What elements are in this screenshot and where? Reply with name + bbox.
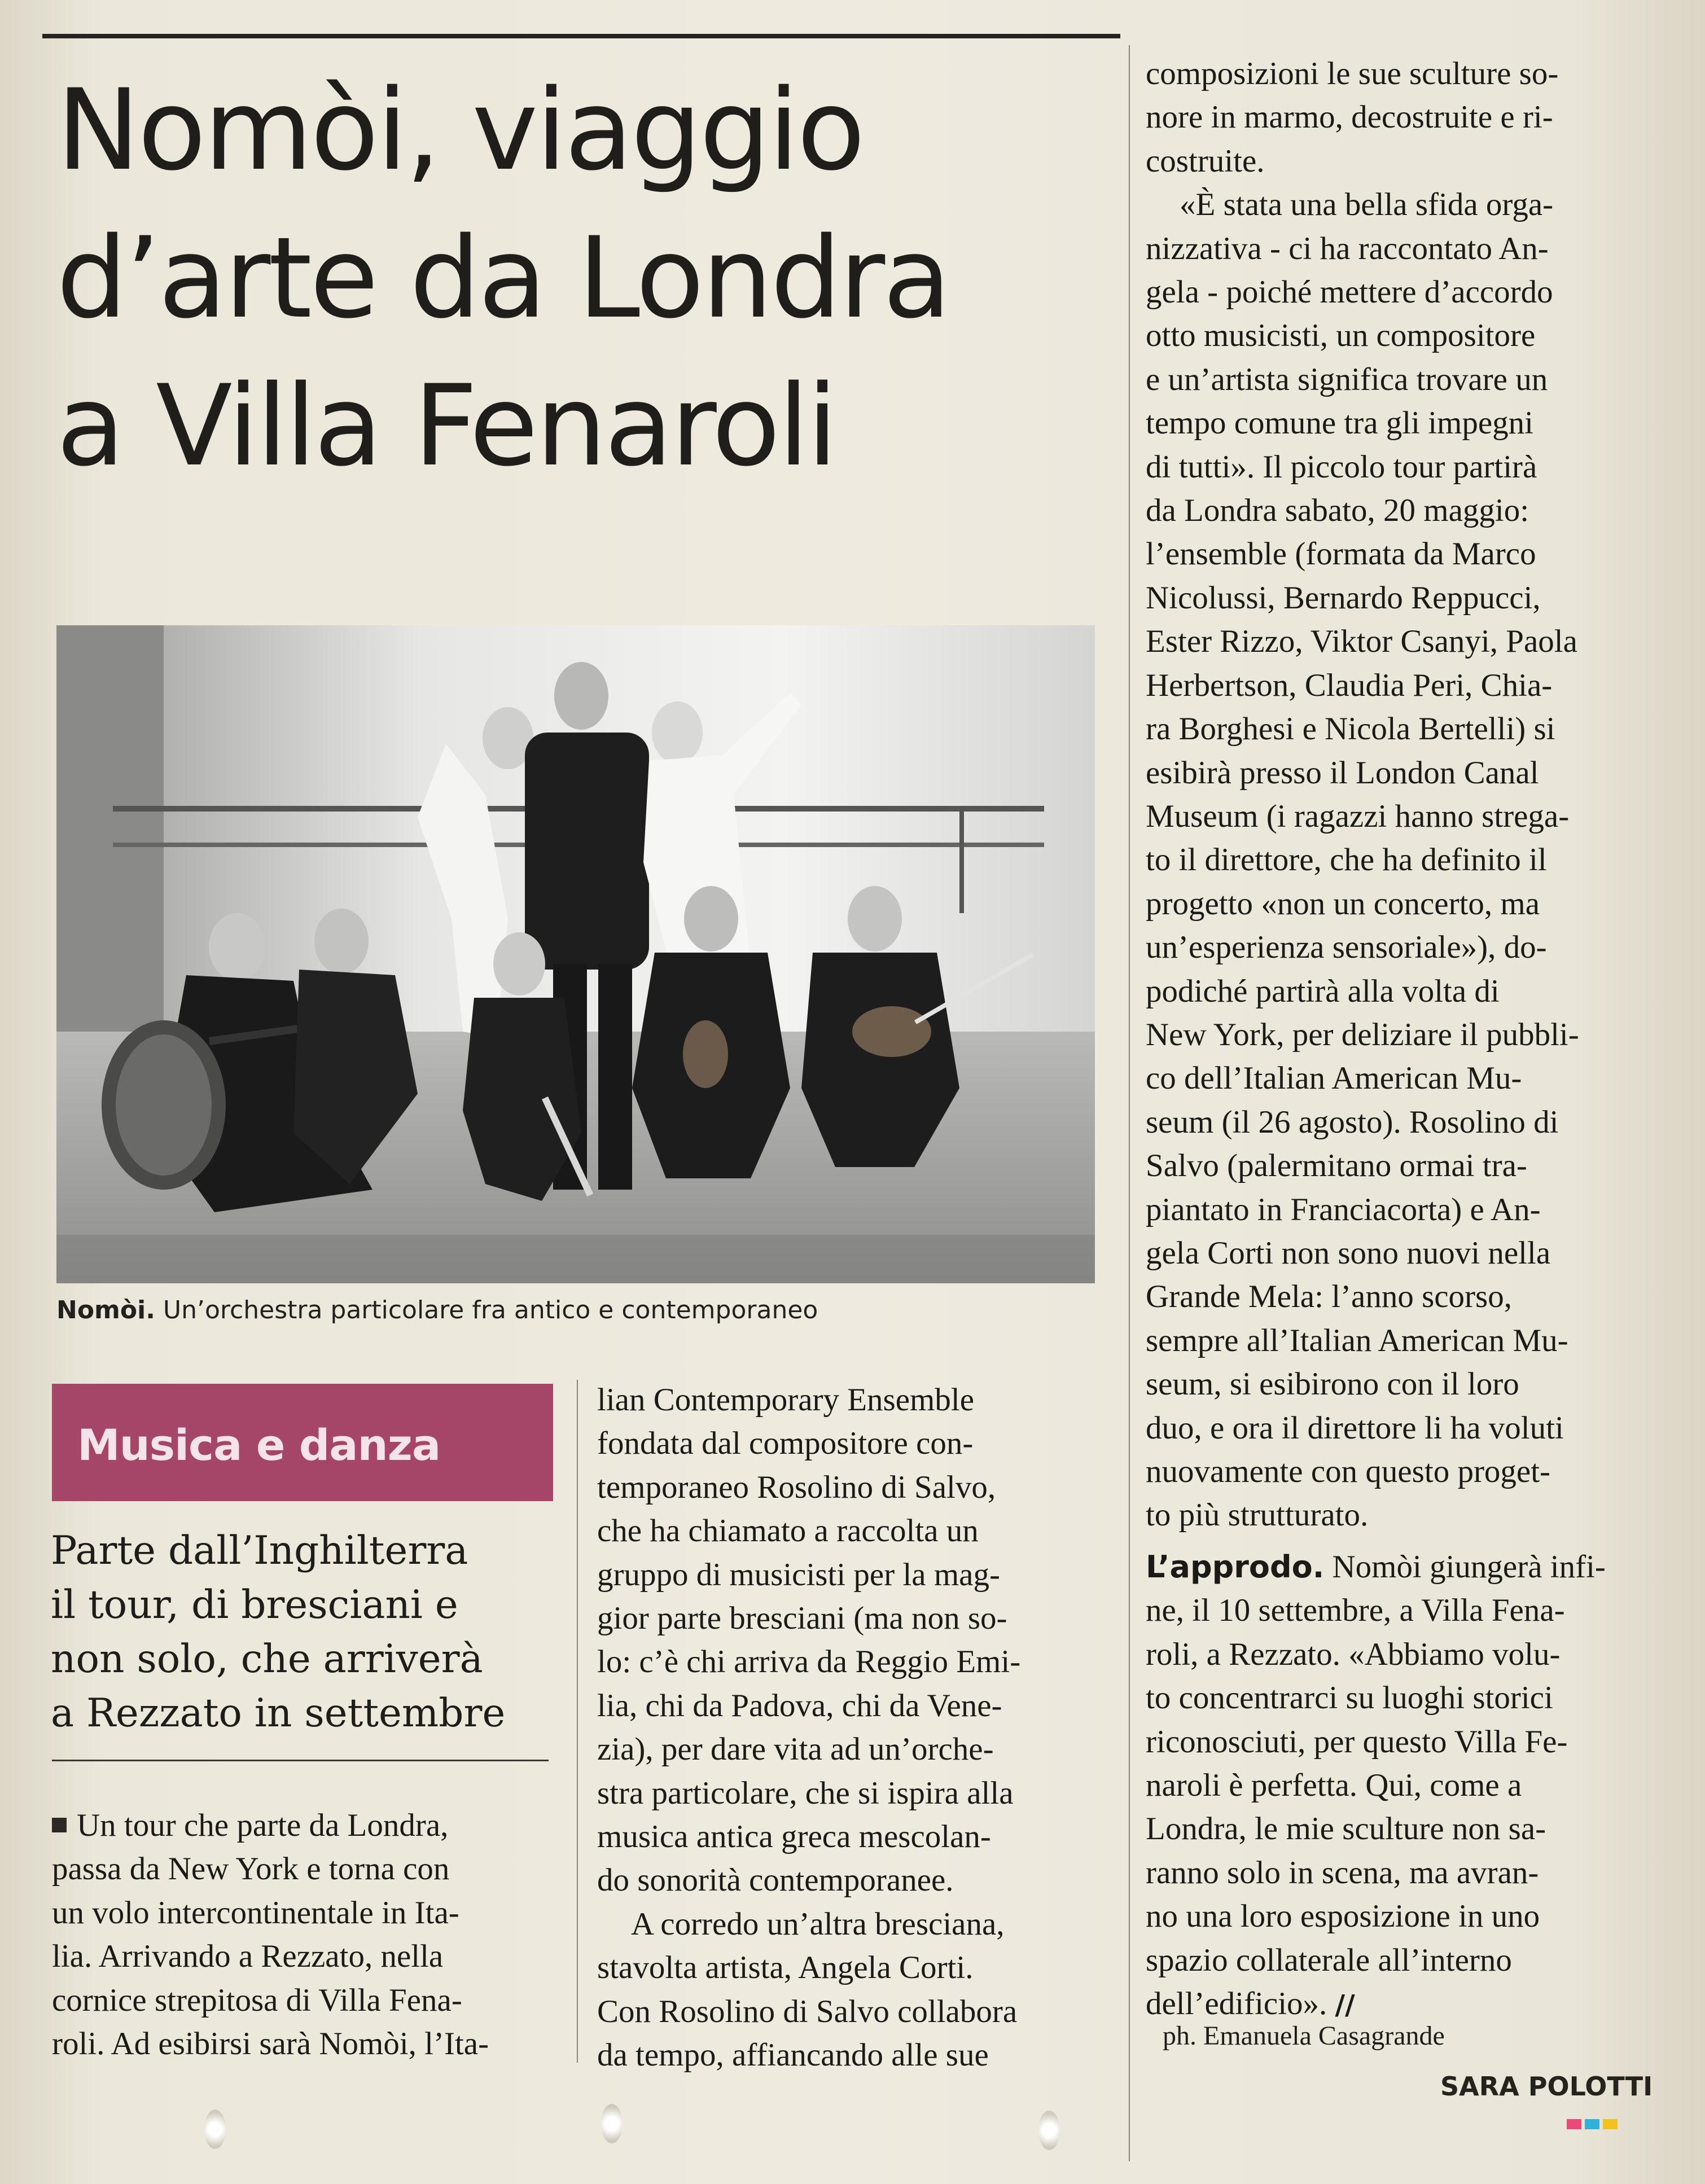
text-line: gela - poiché mettere d’accordo bbox=[1146, 274, 1553, 310]
caption-text: Un’orchestra particolare fra antico e contemporaneo bbox=[155, 1296, 818, 1325]
text-line: Un tour che parte da Londra, bbox=[52, 1804, 560, 1847]
subhead-line: il tour, di bresciani e bbox=[51, 1582, 458, 1628]
text-line: stavolta artista, Angela Corti. bbox=[597, 1950, 974, 1986]
text-line: A corredo un’altra bresciana, bbox=[631, 1906, 1005, 1942]
text-line: gela Corti non sono nuovi nella bbox=[1146, 1235, 1551, 1271]
article-column-2 bbox=[597, 1378, 1116, 2077]
text-line: seum (il 26 agosto). Rosolino di bbox=[1146, 1104, 1559, 1140]
brand-square-cyan bbox=[1585, 2119, 1599, 2129]
text-line: otto musicisti, un compositore bbox=[1146, 318, 1536, 354]
section-tag bbox=[52, 1384, 553, 1501]
text-line: no una loro esposizione in uno bbox=[1146, 1898, 1540, 1935]
text-line: L’approdo. Nomòi giungerà infi- bbox=[1146, 1549, 1606, 1585]
end-mark: // bbox=[1335, 1989, 1355, 2021]
text-line: dell’edificio». // bbox=[1146, 1986, 1355, 2022]
text-line: un’esperienza sensoriale»), do- bbox=[1146, 929, 1547, 966]
text-line: nizzativa - ci ha raccontato An- bbox=[1146, 230, 1549, 266]
text-line: lia, chi da Padova, chi da Vene- bbox=[597, 1687, 1002, 1723]
text-line: stra particolare, che si ispira alla bbox=[597, 1775, 1014, 1811]
text-line: naroli è perfetta. Qui, come a bbox=[1146, 1768, 1522, 1804]
text-line: composizioni le sue sculture so- bbox=[1146, 56, 1559, 91]
subhead-line: Parte dall’Inghilterra bbox=[51, 1528, 468, 1573]
text-line: gruppo di musicisti per la mag- bbox=[597, 1556, 1000, 1593]
subheadline bbox=[51, 1524, 559, 1740]
text-line: to più strutturato. bbox=[1146, 1497, 1369, 1533]
text-line: ra Borghesi e Nicola Bertelli) si bbox=[1146, 711, 1555, 747]
binder-hole bbox=[1038, 2111, 1060, 2150]
headline-line: a Villa Fenaroli bbox=[56, 361, 836, 491]
text-line: Salvo (palermitano ormai tra- bbox=[1146, 1148, 1527, 1184]
text-line: seum, si esibirono con il loro bbox=[1146, 1366, 1519, 1402]
section-tag-label: Musica e danza bbox=[77, 1420, 441, 1470]
text-line: Londra, le mie sculture non sa- bbox=[1146, 1811, 1546, 1847]
text-line: temporaneo Rosolino di Salvo, bbox=[597, 1469, 996, 1505]
text-line: piantato in Franciacorta) e An- bbox=[1146, 1191, 1541, 1227]
ensemble-photo-illustration bbox=[56, 625, 1095, 1283]
text-line: che ha chiamato a raccolta un bbox=[597, 1513, 979, 1549]
text-line: un volo intercontinentale in Ita- bbox=[52, 1894, 459, 1931]
text-line: Grande Mela: l’anno scorso, bbox=[1146, 1279, 1512, 1315]
text-line: to il direttore, che ha definito il bbox=[1146, 842, 1547, 878]
binder-hole bbox=[204, 2110, 226, 2149]
text-line: «È stata una bella sfida orga- bbox=[1180, 187, 1554, 223]
text-line: e un’artista significa trovare un bbox=[1146, 361, 1548, 397]
text-line: Ester Rizzo, Viktor Csanyi, Paola bbox=[1146, 624, 1577, 660]
photo-caption bbox=[56, 1293, 1095, 1327]
text-line: Con Rosolino di Salvo collabora bbox=[597, 1993, 1018, 2029]
text-line: zia), per dare vita ad un’orche- bbox=[597, 1731, 994, 1768]
paragraph-lead: L’approdo. bbox=[1146, 1549, 1325, 1585]
top-rule bbox=[42, 34, 1120, 38]
text-line: roli. Ad esibirsi sarà Nomòi, l’Ita- bbox=[52, 2026, 489, 2062]
text-line: Museum (i ragazzi hanno strega- bbox=[1146, 798, 1570, 834]
text-line: duo, e ora il direttore li ha voluti bbox=[1146, 1410, 1564, 1446]
text-line: di tutti». Il piccolo tour partirà bbox=[1146, 449, 1537, 485]
text-line: musica antica greca mescolan- bbox=[597, 1819, 991, 1855]
brand-square-pink bbox=[1567, 2119, 1581, 2129]
text-line: to concentrarci su luoghi storici bbox=[1146, 1680, 1553, 1716]
text-line: sempre all’Italian American Mu- bbox=[1146, 1322, 1568, 1358]
author-byline: SARA POLOTTI bbox=[1440, 2071, 1653, 2102]
text-line: nuovamente con questo proget- bbox=[1146, 1454, 1551, 1489]
text-line: roli, a Rezzato. «Abbiamo volu- bbox=[1146, 1636, 1561, 1672]
brand-squares bbox=[1567, 2119, 1618, 2129]
text-line: passa da New York e torna con bbox=[52, 1851, 450, 1887]
article-column-3 bbox=[1146, 52, 1676, 1537]
photo-credit: ph. Emanuela Casagrande bbox=[1163, 2021, 1445, 2051]
text-line: fondata dal compositore con- bbox=[597, 1426, 974, 1462]
column-divider bbox=[577, 1380, 578, 2063]
text-line: costruite. bbox=[1146, 143, 1265, 179]
text-line: do sonorità contemporanee. bbox=[597, 1862, 954, 1898]
text-line: cornice strepitosa di Villa Fena- bbox=[52, 1982, 462, 2018]
brand-square-yellow bbox=[1603, 2119, 1618, 2129]
text-line: co dell’Italian American Mu- bbox=[1146, 1060, 1522, 1097]
ensemble-photo bbox=[56, 625, 1095, 1283]
text-line: podiché partirà alla volta di bbox=[1146, 973, 1500, 1009]
text-line: Herbertson, Claudia Peri, Chia- bbox=[1146, 667, 1553, 703]
bullet-square-icon bbox=[52, 1818, 67, 1832]
text-line: progetto «non un concerto, ma bbox=[1146, 885, 1540, 922]
text-line: da tempo, affiancando alle sue bbox=[597, 2037, 989, 2073]
text-line: tempo comune tra gli impegni bbox=[1146, 405, 1534, 441]
text-line: ranno solo in scena, ma avran- bbox=[1146, 1854, 1539, 1891]
text-line: nore in marmo, decostruite e ri- bbox=[1146, 99, 1553, 135]
text-line: l’ensemble (formata da Marco bbox=[1146, 536, 1536, 572]
text-line: Nicolussi, Bernardo Reppucci, bbox=[1146, 580, 1541, 616]
headline-line: Nomòi, viaggio bbox=[56, 65, 864, 195]
binder-hole bbox=[601, 2104, 623, 2143]
text-line: New York, per deliziare il pubbli- bbox=[1146, 1016, 1579, 1052]
text-line: lo: c’è chi arriva da Reggio Emi- bbox=[597, 1644, 1021, 1680]
text-line: spazio collaterale all’interno bbox=[1146, 1942, 1512, 1978]
text-line: gior parte bresciani (ma non so- bbox=[597, 1600, 1007, 1637]
text-line: lian Contemporary Ensemble bbox=[597, 1382, 974, 1418]
text-line: riconosciuti, per questo Villa Fe- bbox=[1146, 1723, 1568, 1760]
subhead-rule bbox=[52, 1760, 549, 1761]
subhead-line: a Rezzato in settembre bbox=[51, 1691, 506, 1736]
text-line: ne, il 10 settembre, a Villa Fena- bbox=[1146, 1593, 1565, 1629]
text-line: da Londra sabato, 20 maggio: bbox=[1146, 493, 1529, 529]
text-line: esibirà presso il London Canal bbox=[1146, 755, 1539, 791]
subhead-line: non solo, che arriverà bbox=[51, 1637, 483, 1682]
article-column-3-ending bbox=[1146, 1545, 1676, 2027]
headline bbox=[56, 56, 1146, 500]
caption-lead: Nomòi. bbox=[56, 1296, 155, 1325]
article-column-1 bbox=[52, 1804, 560, 2065]
text-line: lia. Arrivando a Rezzato, nella bbox=[52, 1939, 444, 1975]
headline-line: d’arte da Londra bbox=[56, 213, 949, 343]
